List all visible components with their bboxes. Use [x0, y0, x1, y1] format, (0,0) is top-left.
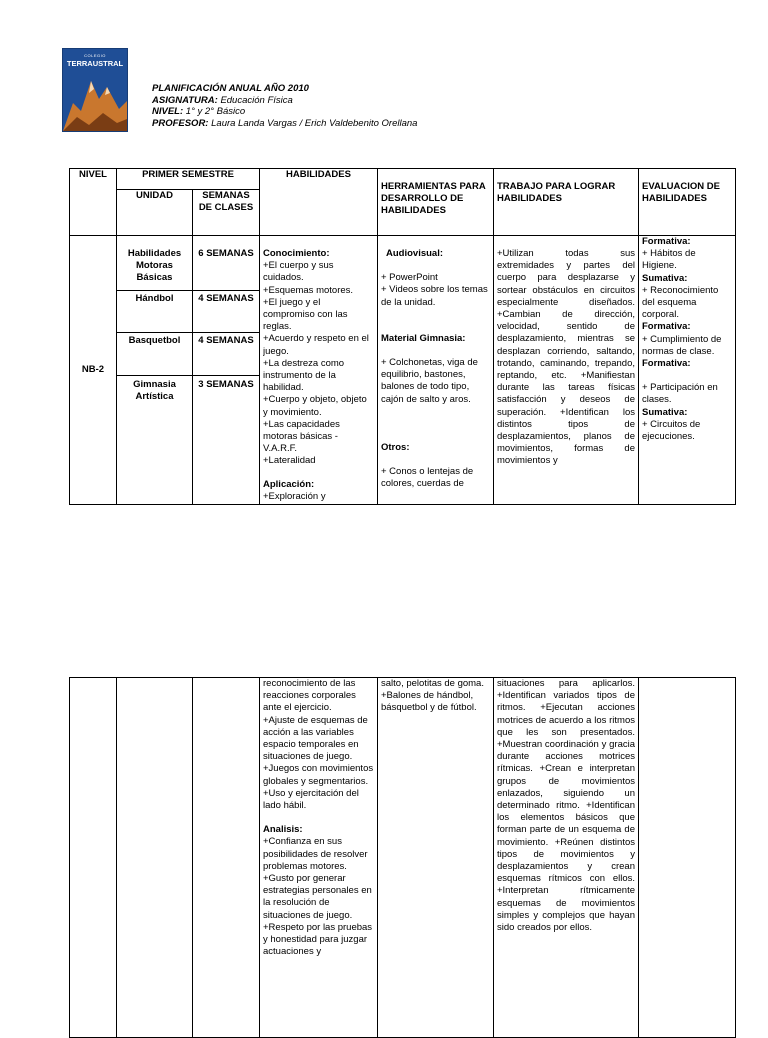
header-semanas: SEMANAS DE CLASES	[193, 190, 260, 236]
eval-text: + Participación en clases.	[642, 382, 718, 406]
habilidades-heading: Aplicación:	[263, 478, 315, 490]
empty-cell	[70, 678, 117, 1038]
trabajo-text: situaciones para aplicarlos. +Identifican variados tipos de ritmos. +Ejecutan acciones motrices de acuerdo a los ritmos que les son presentados. +Muestran coordinación y gracia durante acciones motrices rítmicas. +Crean e interpretan grupos de movimientos enlazados, siguiendo un determinado ritmo. +Identifican los elementos básicos que forman parte de un esquema de movimiento. +Reúnen distintos tipos de movimientos y desplazamientos y crean esquemas rítmicos con ellos. +Interpretan rítmicamente esquemas de movimientos simples y complejos que hayan sido creados por ellos.	[497, 678, 635, 934]
unit-name: Habilidades Motoras Básicas	[117, 236, 193, 291]
planning-table	[69, 168, 736, 505]
eval-label: Formativa:	[642, 236, 691, 247]
list-item: + Colchonetas, viga de equilibrio, bastones, balones de todo tipo, cajón de salto y aros.	[381, 357, 478, 405]
herramientas-heading: Audiovisual:	[386, 248, 444, 259]
list-item: +Esquemas motores.	[263, 284, 354, 296]
header-trabajo: TRABAJO PARA LOGRAR HABILIDADES	[494, 169, 639, 236]
mountain-icon	[63, 73, 127, 131]
list-item: +Acuerdo y respeto en el juego.	[263, 333, 369, 357]
evaluacion-cell	[639, 236, 736, 505]
eval-label: Formativa:	[642, 358, 691, 370]
trabajo-text: +Utilizan todas sus extremidades y partes del cuerpo para desplazarse y sortear obstáculos en circuitos especialmente diseñados. +Cambian de dirección, velocidad, sentido de desplazamiento, mientras se desplazan corriendo, saltando, trotando, caminando, trepando, reptando, etc. +Manifiestan durante las tareas físicas satisfacción y deseos de superación. +Identifican los distintos tipos de desplazamientos, planos de movimientos, formas de movimientos y	[497, 248, 635, 467]
list-item: +Respeto por las pruebas y honestidad para juzgar actuaciones y	[263, 921, 373, 958]
herramientas-heading: Otros:	[381, 441, 410, 453]
nivel-label: NIVEL:	[152, 106, 184, 118]
nivel-value: 1° y 2° Básico	[185, 106, 246, 118]
list-item: +El juego y el compromiso con las reglas.	[263, 296, 348, 333]
habilidades-cell	[260, 678, 378, 1038]
list-item: +La destreza como instrumento de la habilidad.	[263, 357, 345, 394]
herramientas-heading: Material Gimnasia:	[381, 332, 466, 344]
prof-label: PROFESOR:	[152, 117, 209, 129]
empty-cell	[639, 678, 736, 1038]
eval-label: Formativa:	[642, 321, 691, 333]
unit-name: Hándbol	[117, 291, 193, 333]
eval-text: + Circuitos de ejecuciones.	[642, 418, 701, 443]
habilidades-heading: Conocimiento:	[263, 248, 330, 259]
header-nivel: NIVEL	[70, 169, 117, 236]
school-logo	[62, 48, 128, 132]
unit-weeks: 3 SEMANAS	[193, 375, 260, 504]
empty-cell	[193, 678, 260, 1038]
list-item: +Exploración y	[263, 490, 326, 502]
eval-text: + Reconocimiento del esquema corporal.	[642, 284, 719, 321]
list-item: +Uso y ejercitación del lado hábil.	[263, 787, 359, 812]
list-item: + Conos o lentejas de colores, cuerdas de	[381, 466, 474, 490]
list-item: +Cuerpo y objeto, objeto y movimiento.	[263, 394, 367, 418]
list-item: +El cuerpo y sus cuidados.	[263, 260, 334, 284]
trabajo-cell	[494, 678, 639, 1038]
unit-name: Gimnasia Artística	[117, 375, 193, 504]
planning-table-continued	[69, 677, 736, 1038]
unit-weeks: 4 SEMANAS	[193, 333, 260, 375]
trabajo-cell	[494, 236, 639, 505]
header-unidad: UNIDAD	[117, 190, 193, 236]
header-evaluacion: EVALUACION DE HABILIDADES	[639, 169, 736, 236]
eval-label: Sumativa:	[642, 406, 688, 418]
list-item: +Gusto por generar estrategias personales en la resolución de situaciones de juego.	[263, 873, 372, 921]
header-herramientas: HERRAMIENTAS PARA DESARROLLO DE HABILIDADES	[378, 169, 494, 236]
asig-value: Educación Física	[220, 94, 293, 106]
eval-label: Sumativa:	[642, 272, 688, 284]
habilidades-cell	[260, 236, 378, 505]
list-item: reconocimiento de las reacciones corporales ante el ejercicio.	[263, 678, 356, 714]
list-item: +Ajuste de esquemas de acción a las variables espacio temporales en situaciones de juego.	[263, 714, 368, 763]
empty-cell	[117, 678, 193, 1038]
unit-weeks: 6 SEMANAS	[193, 236, 260, 291]
document-header	[152, 83, 417, 129]
prof-value: Laura Landa Vargas / Erich Valdebenito Orellana	[211, 117, 418, 129]
header-semestre: PRIMER SEMESTRE	[117, 169, 260, 190]
doc-title: PLANIFICACIÓN ANUAL AÑO 2010	[152, 83, 309, 94]
header-habilidades: HABILIDADES	[260, 169, 378, 236]
logo-small-text: COLEGIO	[84, 53, 106, 58]
nivel-value-cell: NB-2	[70, 236, 117, 505]
unit-name: Basquetbol	[117, 333, 193, 375]
unit-weeks: 4 SEMANAS	[193, 291, 260, 333]
list-item: +Confianza en sus posibilidades de resolver problemas motores.	[263, 836, 368, 872]
asig-label: ASIGNATURA:	[152, 94, 218, 106]
herramientas-cell	[378, 236, 494, 505]
list-item: +Juegos con movimientos globales y segmentarios.	[263, 763, 374, 787]
eval-text: + Hábitos de Higiene.	[642, 248, 696, 272]
logo-name: TERRAUSTRAL	[66, 59, 124, 68]
list-item: + PowerPoint	[381, 272, 438, 284]
herramientas-text: salto, pelotitas de goma. +Balones de hándbol, básquetbol y de fútbol.	[381, 678, 484, 714]
eval-text: + Cumplimiento de normas de clase.	[642, 333, 722, 357]
list-item: +Las capacidades motoras básicas - V.A.R.F.	[263, 418, 340, 455]
habilidades-heading: Analisis:	[263, 824, 303, 836]
list-item: + Videos sobre los temas de la unidad.	[381, 284, 488, 308]
herramientas-cell	[378, 678, 494, 1038]
list-item: +Lateralidad	[263, 455, 316, 467]
